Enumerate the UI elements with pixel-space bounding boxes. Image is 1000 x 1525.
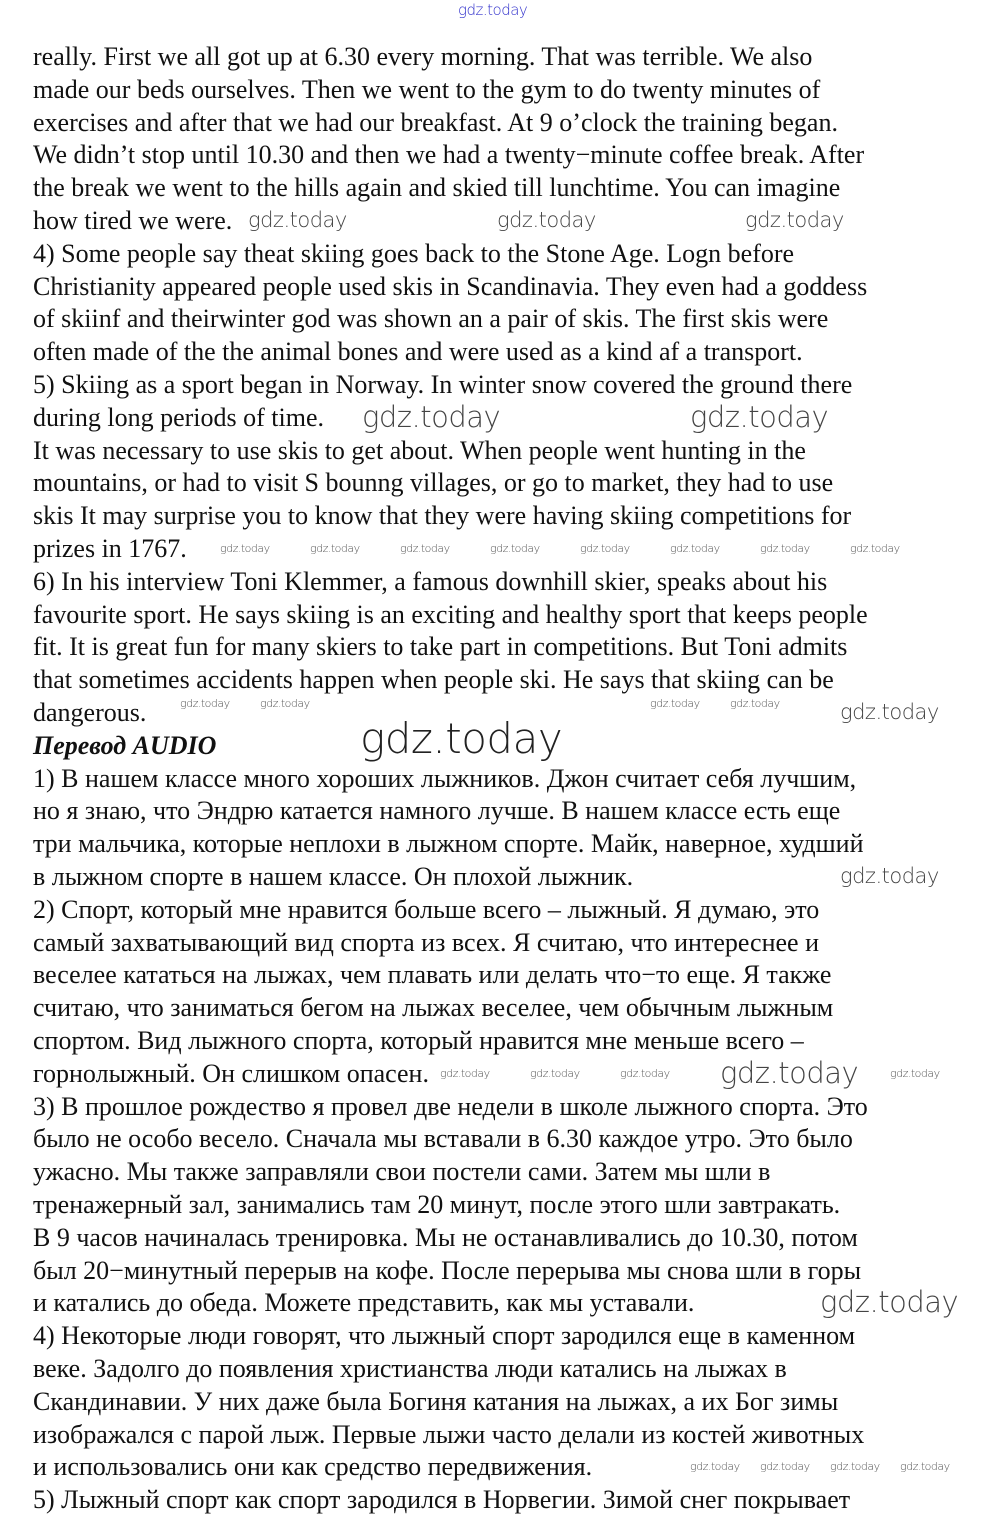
watermark: gdz.today	[670, 541, 720, 555]
text-line: В 9 часов начиналась тренировка. Мы не останавливались до 10.30, потом	[33, 1222, 858, 1252]
text-line: We didn’t stop until 10.30 and then we had a twenty−minute coffee break. After	[33, 140, 865, 170]
watermark: gdz.today	[220, 541, 270, 555]
watermark: gdz.today	[840, 864, 939, 889]
text-line: fit. It is great fun for many skiers to take part in competitions. But Toni admits	[33, 632, 848, 662]
text-line: during long periods of time.	[33, 402, 325, 432]
text-line: самый захватывающий вид спорта из всех. Я считаю, что интереснее и	[33, 927, 819, 957]
text-line: 6) In his interview Toni Klemmer, a famous downhill skier, speaks about his	[33, 566, 828, 596]
text-line: 2) Спорт, который мне нравится больше всего – лыжный. Я думаю, это	[33, 894, 820, 924]
watermark: gdz.today	[360, 713, 563, 763]
watermark: gdz.today	[620, 1066, 670, 1080]
text-line: skis It may surprise you to know that they were having skiing competitions for	[33, 501, 852, 531]
text-line: веке. Задолго до появления христианства люди катались на лыжах в	[33, 1354, 787, 1383]
text-line: really. First we all got up at 6.30 every morning. That was terrible. We also	[33, 42, 813, 71]
watermark: gdz.today	[690, 399, 829, 434]
watermark: gdz.today	[248, 208, 347, 233]
text-line: 5) Skiing as a sport began in Norway. In winter snow covered the ground there	[33, 370, 853, 399]
watermark: gdz.today	[490, 541, 540, 555]
text-line: горнолыжный. Он слишком опасен.	[33, 1058, 429, 1088]
text-line: 1) В нашем классе много хороших лыжников. Джон считает себя лучшим,	[33, 763, 857, 793]
watermark: gdz.today	[650, 697, 700, 710]
watermark: gdz.today	[530, 1066, 580, 1080]
text-line: favourite sport. He says skiing is an exciting and healthy sport that keeps people	[33, 599, 868, 629]
watermark: gdz.today	[900, 1460, 950, 1474]
text-line: три мальчика, которые неплохи в лыжном спорте. Майк, наверное, худший	[33, 829, 864, 859]
text-line: изображался с парой лыж. Первые лыжи часто делали из костей животных	[33, 1419, 865, 1449]
watermark: gdz.today	[180, 697, 230, 710]
text-line: 3) В прошлое рождество я провел две недели в школе лыжного спорта. Это	[33, 1091, 868, 1121]
watermark: gdz.today	[260, 697, 310, 710]
watermark: gdz.today	[400, 541, 450, 555]
text-line: that sometimes accidents happen when people ski. He says that skiing can be	[33, 665, 834, 695]
watermark: gdz.today	[760, 1460, 810, 1474]
section-heading: Перевод AUDIO	[33, 730, 217, 760]
text-line: считаю, что заниматься бегом на лыжах веселее, чем обычным лыжным	[33, 993, 834, 1023]
text-line: exercises and after that we had our breakfast. At 9 o’clock the training began.	[33, 107, 838, 137]
text-line: the break we went to the hills again and skied till lunchtime. You can imagine	[33, 173, 841, 203]
text-line: mountains, or had to visit S bounng villages, or go to market, they had to use	[33, 468, 834, 498]
text-line: тренажерный зал, занимались там 20 минут, после этого шли завтракать.	[33, 1190, 841, 1219]
text-line: dangerous.	[33, 698, 147, 727]
text-line: веселее кататься на лыжах, чем плавать или делать что−то еще. Я также	[33, 960, 832, 990]
watermark: gdz.today	[830, 1460, 880, 1474]
text-line: в лыжном спорте в нашем классе. Он плохой лыжник.	[33, 862, 634, 891]
text-line: how tired we were.	[33, 206, 233, 235]
watermark: gdz.today	[440, 1066, 490, 1080]
watermark: gdz.today	[690, 1460, 740, 1474]
text-line: of skiinf and theirwinter god was shown an a pair of skis. The first skis were	[33, 304, 829, 334]
text-line: и катались до обеда. Можете представить, как мы уставали.	[33, 1288, 695, 1318]
watermark: gdz.today	[890, 1066, 940, 1080]
watermark: gdz.today	[310, 541, 360, 555]
text-line: It was necessary to use skis to get about. When people went hunting in the	[33, 435, 806, 465]
text-line: made our beds ourselves. Then we went to the gym to do twenty minutes of	[33, 74, 821, 104]
text-line: было не особо весело. Сначала мы вставали в 6.30 каждое утро. Это было	[33, 1124, 853, 1154]
watermark: gdz.today	[850, 541, 900, 555]
text-line: ужасно. Мы также заправляли свои постели сами. Затем мы шли в	[33, 1157, 771, 1187]
text-line: но я знаю, что Эндрю катается намного лучше. В нашем классе есть еще	[33, 796, 841, 826]
watermark: gdz.today	[745, 208, 844, 233]
watermark: gdz.today	[730, 697, 780, 710]
watermark: gdz.today	[580, 541, 630, 555]
text-line: и использовались они как средство передвижения.	[33, 1452, 593, 1482]
watermark: gdz.today	[720, 1055, 859, 1090]
watermark: gdz.today	[497, 208, 596, 233]
text-line: prizes in 1767.	[33, 534, 187, 563]
text-line: often made of the the animal bones and were used as a kind af a transport.	[33, 337, 803, 367]
text-line: 4) Некоторые люди говорят, что лыжный спорт зародился еще в каменном	[33, 1321, 856, 1351]
text-line: Christianity appeared people used skis in Scandinavia. They even had a goddess	[33, 271, 868, 301]
text-line: спортом. Вид лыжного спорта, который нравится мне меньше всего –	[33, 1026, 804, 1055]
watermark: gdz.today	[362, 399, 501, 434]
text-line: 4) Some people say theat skiing goes back to the Stone Age. Logn before	[33, 238, 795, 268]
site-watermark-link[interactable]: gdz.today	[458, 1, 528, 19]
watermark: gdz.today	[840, 700, 939, 725]
watermark: gdz.today	[760, 541, 810, 555]
text-line: Скандинавии. У них даже была Богиня катания на лыжах, а их Бог зимы	[33, 1386, 839, 1416]
text-line: 5) Лыжный спорт как спорт зародился в Норвегии. Зимой снег покрывает	[33, 1485, 851, 1515]
text-line: был 20−минутный перерыв на кофе. После перерыва мы снова шли в горы	[33, 1255, 862, 1285]
watermark: gdz.today	[820, 1285, 959, 1320]
